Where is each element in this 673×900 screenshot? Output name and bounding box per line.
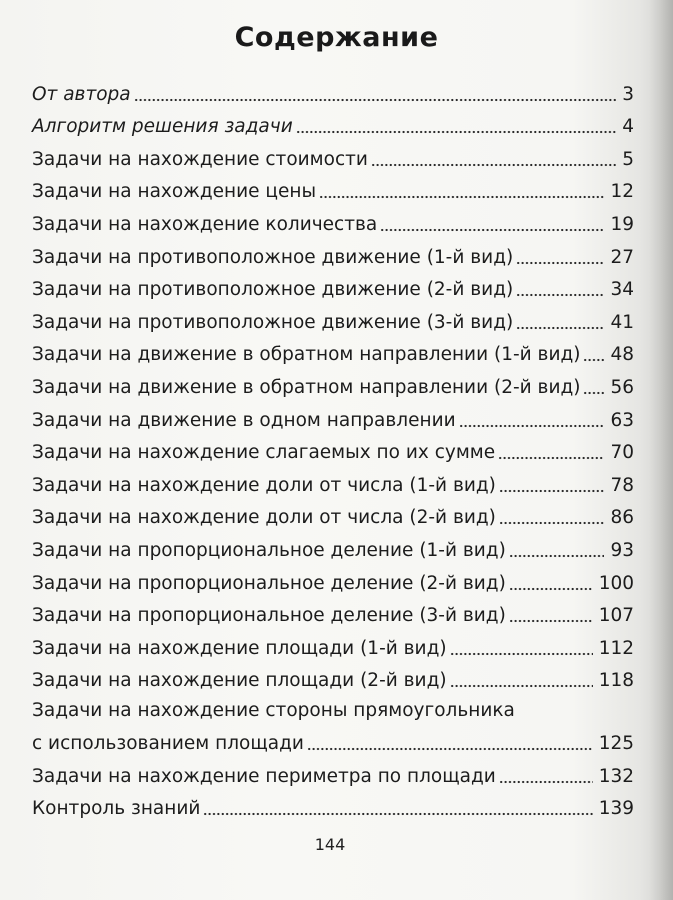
table-of-contents	[32, 73, 634, 820]
toc-entry	[32, 269, 634, 302]
dot-leader	[450, 684, 593, 688]
toc-entry-label: Задачи на противоположное движение (1-й вид)	[32, 246, 514, 268]
toc-entry-label: Задачи на пропорциональное деление (2-й вид)	[32, 572, 506, 594]
toc-entry	[32, 464, 634, 497]
toc-entry	[32, 755, 634, 788]
dot-leader	[583, 358, 604, 362]
toc-entry-label: Задачи на нахождение площади (2-й вид)	[32, 670, 447, 692]
dot-leader	[134, 98, 617, 102]
toc-entry-label: Алгоритм решения задачи	[32, 116, 293, 138]
toc-entry-page: 19	[610, 213, 634, 235]
toc-entry-page: 41	[610, 311, 634, 333]
toc-entry-label: Задачи на нахождение стоимости	[32, 148, 368, 170]
toc-entry-label: Задачи на противоположное движение (2-й вид)	[32, 279, 514, 301]
dot-leader	[499, 780, 593, 784]
toc-entry-label: Задачи на нахождение цены	[32, 181, 317, 203]
toc-entry	[32, 399, 634, 432]
toc-entry	[32, 366, 634, 399]
toc-entry	[32, 432, 634, 465]
toc-entry-label: Задачи на нахождение доли от числа (1-й вид)	[32, 474, 496, 496]
dot-leader	[296, 130, 617, 134]
toc-entry	[32, 138, 634, 171]
dot-leader	[516, 261, 604, 265]
toc-entry-label: с использованием площади	[32, 733, 304, 755]
dot-leader	[450, 652, 593, 656]
dot-leader	[509, 554, 605, 558]
toc-entry-label: Задачи на пропорциональное деление (3-й вид)	[32, 605, 506, 627]
toc-entry-label: Задачи на нахождение периметра по площади	[32, 765, 496, 787]
toc-entry	[32, 171, 634, 204]
toc-entry	[32, 497, 634, 530]
toc-entry	[32, 692, 634, 755]
toc-entry-page: 4	[622, 116, 634, 138]
toc-entry-label: От автора	[32, 83, 131, 105]
toc-entry-page: 139	[598, 798, 634, 820]
toc-entry-page: 86	[610, 507, 634, 529]
dot-leader	[509, 587, 593, 591]
toc-entry-page: 100	[598, 572, 634, 594]
toc-entry-page: 63	[610, 409, 634, 431]
toc-entry-page: 56	[610, 376, 634, 398]
toc-entry-page: 48	[610, 344, 634, 366]
dot-leader	[499, 521, 605, 525]
toc-entry-page: 3	[622, 83, 634, 105]
dot-leader	[203, 812, 592, 816]
dot-leader	[499, 489, 605, 493]
dot-leader	[307, 747, 593, 751]
toc-entry-page: 93	[610, 539, 634, 561]
toc-entry-label: Контроль знаний	[32, 798, 201, 820]
page-edge-shadow	[649, 0, 673, 900]
toc-entry	[32, 627, 634, 660]
toc-entry	[32, 106, 634, 139]
toc-entry-page: 112	[598, 637, 634, 659]
dot-leader	[459, 424, 605, 428]
toc-entry	[32, 334, 634, 367]
page-number: 144	[314, 835, 346, 854]
toc-entry	[32, 203, 634, 236]
toc-entry	[32, 660, 634, 693]
toc-entry-label: Задачи на движение в обратном направлении (2-й вид)	[32, 376, 581, 398]
page-title: Содержание	[234, 22, 439, 53]
toc-entry-label: Задачи на движение в обратном направлении (1-й вид)	[32, 344, 581, 366]
toc-entry-label: Задачи на нахождение доли от числа (2-й вид)	[32, 507, 496, 529]
toc-entry-page: 78	[610, 474, 634, 496]
toc-entry	[32, 562, 634, 595]
toc-entry-page: 107	[598, 605, 634, 627]
toc-entry-page: 118	[598, 670, 634, 692]
dot-leader	[319, 195, 604, 199]
dot-leader	[516, 326, 604, 330]
toc-entry	[32, 236, 634, 269]
toc-entry-label-line1: Задачи на нахождение стороны прямоугольника	[32, 700, 515, 722]
toc-entry-page: 5	[622, 148, 634, 170]
dot-leader	[380, 228, 604, 232]
toc-entry-page: 12	[610, 181, 634, 203]
dot-leader	[498, 456, 604, 460]
toc-entry-label: Задачи на движение в одном направлении	[32, 409, 456, 431]
toc-entry-label: Задачи на нахождение количества	[32, 213, 378, 235]
toc-entry-label: Задачи на нахождение слагаемых по их сумме	[32, 442, 496, 464]
toc-entry-page: 132	[598, 765, 634, 787]
dot-leader	[371, 163, 616, 167]
toc-entry-label: Задачи на пропорциональное деление (1-й вид)	[32, 539, 506, 561]
toc-entry-label: Задачи на противоположное движение (3-й вид)	[32, 311, 514, 333]
toc-entry	[32, 301, 634, 334]
toc-entry	[32, 595, 634, 628]
dot-leader	[516, 293, 604, 297]
toc-entry-page: 34	[610, 279, 634, 301]
toc-entry	[32, 73, 634, 106]
toc-entry	[32, 529, 634, 562]
toc-entry-page: 70	[610, 442, 634, 464]
toc-entry-page: 27	[610, 246, 634, 268]
dot-leader	[583, 391, 604, 395]
toc-entry	[32, 788, 634, 821]
toc-entry-label: Задачи на нахождение площади (1-й вид)	[32, 637, 447, 659]
dot-leader	[509, 619, 593, 623]
toc-entry-page: 125	[598, 733, 634, 755]
